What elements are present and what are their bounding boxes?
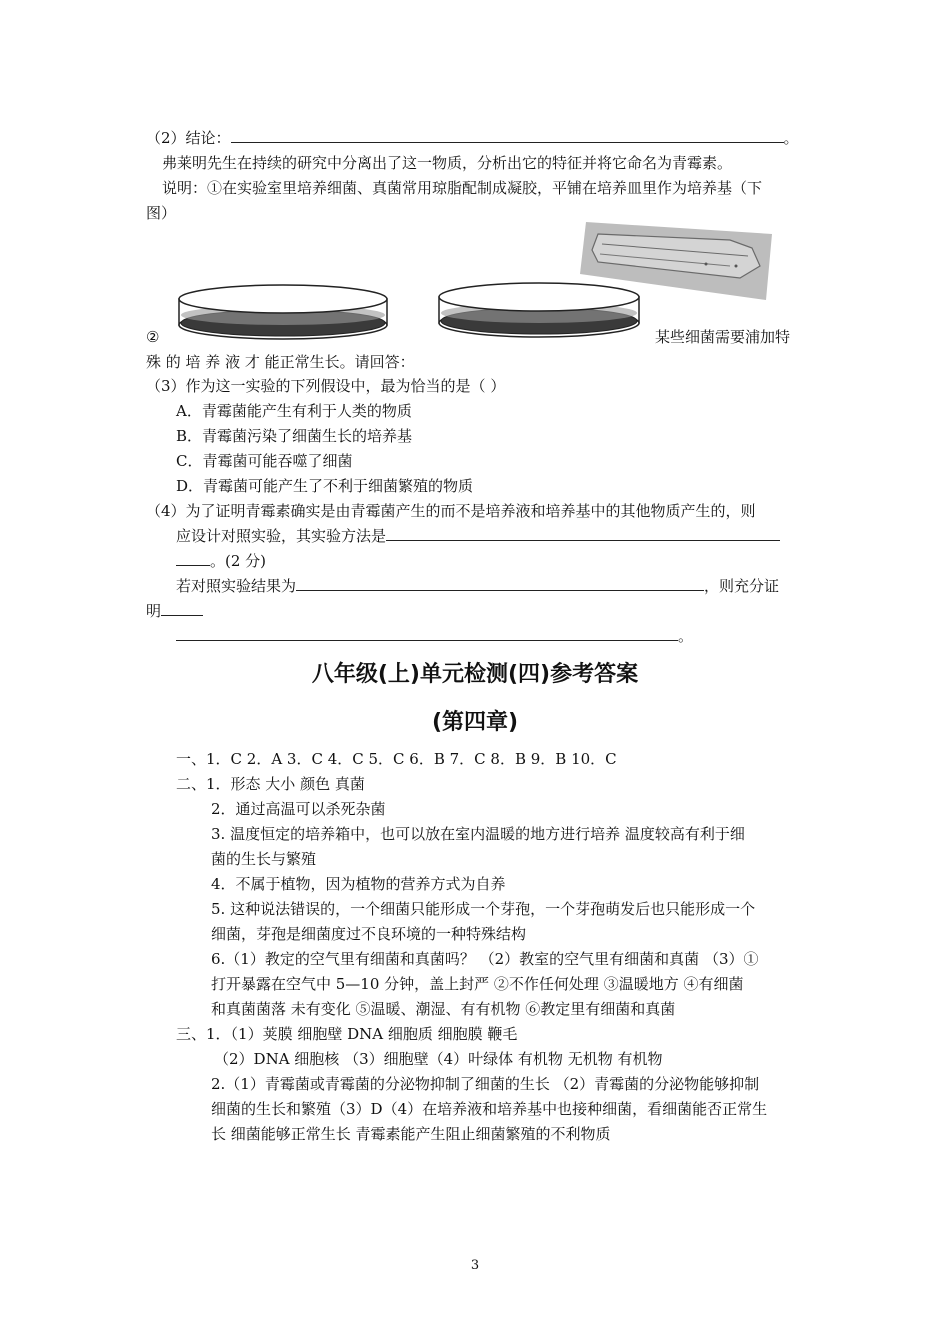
answer-line: （2）DNA 细胞核 （3）细胞壁（4）叶绿体 有机物 无机物 有机物 <box>214 1050 663 1068</box>
q2-line <box>146 128 799 148</box>
note1-line-a: 说明：①在实验室里培养细菌、真菌常用琼脂配制成凝胶，平铺在培养皿里作为培养基（下 <box>162 179 763 197</box>
q3-option-b: B．青霉菌污染了细菌生长的培养基 <box>176 427 413 445</box>
q4-line2 <box>176 526 780 546</box>
note2-mark: ② <box>146 328 160 346</box>
q2-label: （2）结论： <box>146 129 231 147</box>
answer-line: 2．通过高温可以杀死杂菌 <box>211 800 386 818</box>
q4-line5 <box>146 601 203 621</box>
answer-line: 三、1．（1）荚膜 细胞壁 DNA 细胞质 细胞膜 鞭毛 <box>176 1025 518 1043</box>
q4-result-tail: ，则充分证 <box>704 577 780 595</box>
q3-stem: （3）作为这一实验的下列假设中，最为恰当的是（ ） <box>146 377 506 395</box>
q4-line6 <box>176 626 693 646</box>
answer-line: 4．不属于植物，因为植物的营养方式为自养 <box>211 875 506 893</box>
q4-prove-blank <box>161 601 203 616</box>
answer-line: 菌的生长与繁殖 <box>211 850 317 868</box>
answer-line: 和真菌菌落 未有变化 ⑤温暖、潮湿、有有机物 ⑥教定里有细菌和真菌 <box>211 1000 676 1018</box>
fleming-text: 弗莱明先生在持续的研究中分离出了这一物质，分析出它的特征并将它命名为青霉素。 <box>162 154 733 172</box>
q3-option-a: A．青霉菌能产生有利于人类的物质 <box>176 402 412 420</box>
answer-line: 5. 这种说法错误的，一个细菌只能形成一个芽孢，一个芽孢萌发后也只能形成一个 <box>211 900 756 918</box>
q4-line6-end: 。 <box>678 627 694 645</box>
answer-line: 打开暴露在空气中 5—10 分钟，盖上封严 ②不作任何处理 ③温暖地方 ④有细菌 <box>211 975 744 993</box>
answer-line: 长 细菌能够正常生长 青霉素能产生阻止细菌繁殖的不利物质 <box>211 1125 611 1143</box>
q2-blank <box>231 128 784 143</box>
answers-title: 八年级(上)单元检测(四)参考答案 <box>311 662 639 687</box>
q4-result-blank <box>296 576 704 591</box>
q3-option-d: D．青霉菌可能产生了不利于细菌繁殖的物质 <box>176 477 474 495</box>
note2-right-text: 某些细菌需要浦加特 <box>655 328 791 346</box>
q4-prove-label: 明 <box>146 602 162 620</box>
note1-line-b: 图） <box>146 204 177 222</box>
q4-score: 。(2 分) <box>210 552 267 570</box>
q4-prove-blank-cont <box>176 626 678 641</box>
q3-option-c: C．青霉菌可能吞噬了细菌 <box>176 452 353 470</box>
answer-line: 一、1．C 2．A 3．C 4．C 5．C 6．B 7．C 8．B 9．B 10．C <box>176 750 617 768</box>
q4-line4 <box>176 576 779 596</box>
q4-line1: （4）为了证明青霉素确实是由青霉菌产生的而不是培养液和培养基中的其他物质产生的，则 <box>146 502 756 520</box>
q4-method-blank <box>386 526 780 541</box>
answer-line: 二、1．形态 大小 颜色 真菌 <box>176 775 365 793</box>
q4-method-label: 应设计对照实验，其实验方法是 <box>176 527 387 545</box>
q4-method-blank-cont <box>176 551 210 566</box>
q2-end: 。 <box>783 129 799 147</box>
petri-dish-right <box>436 280 642 344</box>
answer-line: 6.（1）教定的空气里有细菌和真菌吗？ （2）教室的空气里有细菌和真菌 （3）① <box>211 950 759 968</box>
answer-line: 细菌，芽孢是细菌度过不良环境的一种特殊结构 <box>211 925 527 943</box>
note2-line: 殊 的 培 养 液 才 能正常生长。请回答： <box>146 353 415 371</box>
q4-result-label: 若对照实验结果为 <box>176 577 297 595</box>
answer-line: 细菌的生长和繁殖（3）D（4）在培养液和培养基中也接种细菌，看细菌能否正常生 <box>211 1100 768 1118</box>
answer-line: 3. 温度恒定的培养箱中，也可以放在室内温暖的地方进行培养 温度较高有利于细 <box>211 825 745 843</box>
page-number: 3 <box>470 1258 480 1273</box>
petri-dish-left <box>176 282 390 346</box>
answers-subtitle: (第四章) <box>431 710 519 735</box>
answer-line: 2.（1）青霉菌或青霉菌的分泌物抑制了细菌的生长 （2）青霉菌的分泌物能够抑制 <box>211 1075 760 1093</box>
q4-line3 <box>176 551 266 571</box>
